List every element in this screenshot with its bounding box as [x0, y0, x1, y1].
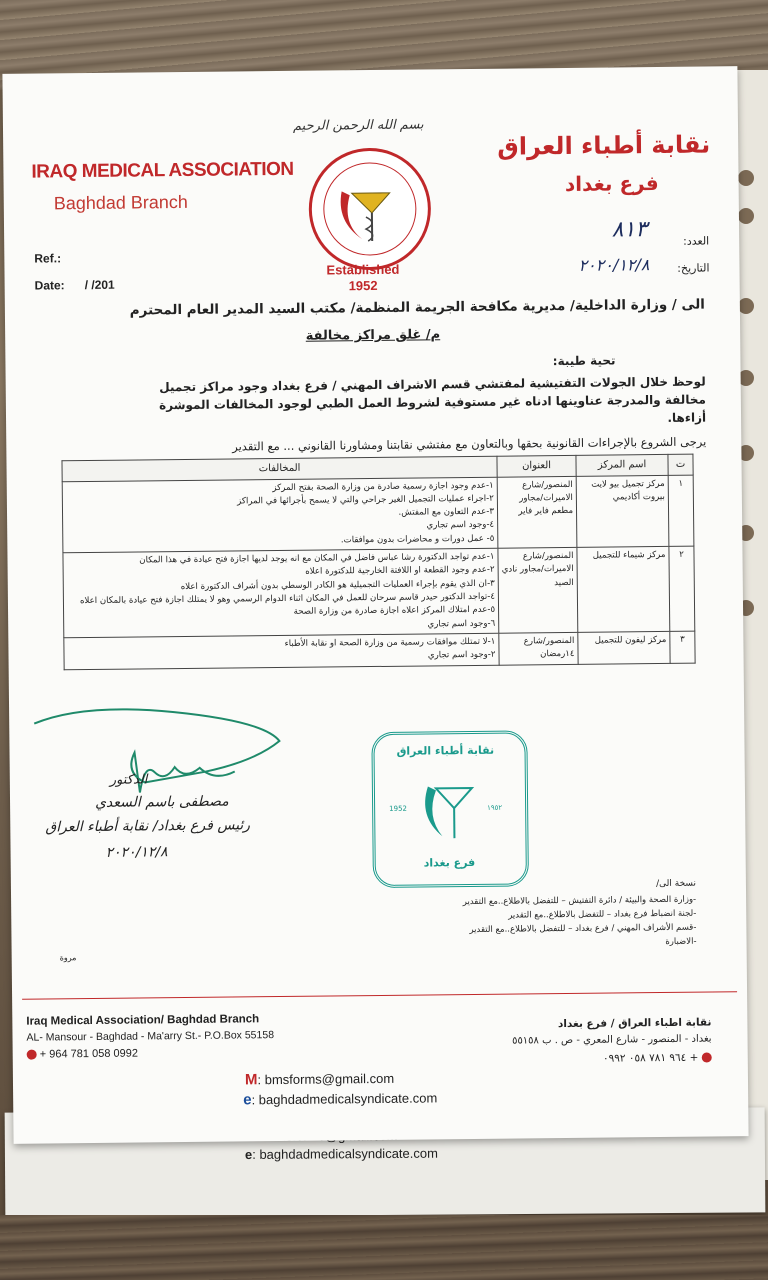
mail-icon: M — [244, 1071, 258, 1089]
association-logo — [308, 147, 431, 270]
greeting: تحية طيبة: — [552, 353, 616, 369]
copies-list — [316, 893, 697, 953]
number-value: ٨١٣ — [611, 217, 648, 243]
row-num: ٢ — [669, 546, 695, 631]
signatory-title: الدكتور — [109, 772, 148, 788]
row-violations: ١-عدم وجود اجازة رسمية صادرة من وزارة الصحة بفتح المركز ٢-اجراء عمليات التجميل الغير جراحي والتي لا يسمح بأجرائها في المراكز ٣-عدم التعاون مع المفتش. ٤-وجود اسم تجاري ٥- عمل دورات و محاضرات بدون موافقات. — [62, 477, 498, 553]
row-center: مركز شيماء للتجميل — [577, 546, 670, 632]
table-row — [62, 475, 694, 553]
copy-item: -لجنة انضباط فرع بغداد – للتفضل بالاطلاع..مع التقدير — [508, 908, 697, 921]
caduceus-cup-icon — [311, 150, 428, 267]
row-center: مركز تجميل بيو لايت بيروت أكاديمي — [576, 475, 669, 548]
footer-ar-address: بغداد - المنصور - شارع المعري - ص . ب ٥٥١٥٨ — [511, 1033, 712, 1047]
stamp-bottom-text: فرع بغداد — [423, 855, 476, 870]
row-violations: ١-عدم تواجد الدكتورة رشا عباس فاضل في المكان مع انه يوجد لديها اجازة فتح عيادة في هذا المكان ٢-عدم وجود القطعة او اللافتة الخارجية للدكتورة اعلاه ٣-ان الذي يقوم بإجراء العمليات التجميلية هو الكادر الوسطي بدون أشراف الدكتورة اعلاه ٤-تواجد الدكتور حيدر قاسم سرحان للعمل في المكان اثناء الدوام الرسمي وهو لا يمتلك اجازة فتح عيادة بالمكان اعلاه ٥-عدم امتلاك المركز اعلاه اجازة صادرة من وزارة الصحة ٦-وجود اسم تجاري — [63, 548, 499, 637]
row-num: ٣ — [670, 631, 695, 663]
row-center: مركز ليفون للتجميل — [578, 631, 670, 664]
basmala: بسم الله الرحمن الرحيم — [292, 117, 424, 134]
body-text: لوحظ خلال الجولات التفتيشية لمفتشي قسم الاشراف المهني / فرع بغداد وجود مراكز تجميل مخالفة والمدرجة عناوينها ادناه غير مستوفية لشروط العمل الطبي لوجود المخالفات الموشرة أزاءها. — [159, 374, 707, 425]
ref-label: Ref.: — [34, 251, 62, 266]
table-row — [64, 631, 695, 669]
stamp-year-right: ١٩٥٢ — [487, 803, 503, 812]
branch-name-en: Baghdad Branch — [53, 191, 188, 214]
established-year: 1952 — [348, 277, 378, 294]
branch-name-ar: فرع بغداد — [564, 171, 659, 196]
letter-page — [2, 66, 748, 1144]
stamp-year-left: 1952 — [389, 804, 408, 813]
row-address: المنصور/شارع الاميرات/مجاور مطعم فاير فاير — [497, 476, 577, 548]
header-address: العنوان — [497, 455, 576, 476]
established-label: Established — [326, 261, 400, 278]
signature-date: ٢٠٢٠/١٢/٨ — [105, 844, 168, 861]
footer-en-address: AL- Mansour - Baghdad - Ma'arry St.- P.O.Box 55158 — [26, 1029, 275, 1044]
subject: م/ غلق مراكز مخالفة — [305, 327, 441, 344]
number-label: العدد: — [683, 234, 710, 248]
footer-en-name: Iraq Medical Association/ Baghdad Branch — [26, 1013, 260, 1028]
signatory-name: مصطفى باسم السعدي — [94, 793, 229, 811]
punch-hole — [738, 298, 754, 314]
copy-item: -وزارة الصحة والبيئة / دائرة التفتيش – للتفضل بالاطلاع..مع التقدير — [462, 894, 697, 908]
footer-website: e: baghdadmedicalsyndicate.com — [243, 1090, 438, 1109]
violations-table — [61, 454, 695, 670]
org-name-en: IRAQ MEDICAL ASSOCIATION — [31, 158, 294, 183]
header-num: ت — [668, 454, 693, 475]
footer-divider — [22, 991, 737, 999]
copy-item: -الاضبارة — [665, 936, 697, 947]
header-violations: المخالفات — [62, 456, 497, 481]
date-label-ar: التاريخ: — [677, 261, 710, 275]
punch-hole — [738, 208, 754, 224]
copy-item: -قسم الأشراف المهني / فرع بغداد – للتفضل بالاطلاع..مع التقدير — [469, 922, 697, 936]
signatory-role: رئيس فرع بغداد/ نقابة أطباء العراق — [45, 817, 251, 836]
wood-surface-bottom — [0, 1215, 768, 1280]
stamp-emblem-icon — [410, 766, 491, 847]
phone-icon — [702, 1053, 712, 1063]
date-value-ar: ٢٠٢٠/١٢/٨ — [578, 255, 650, 275]
table-row — [63, 546, 695, 637]
official-stamp — [371, 730, 529, 888]
under-website: e: baghdadmedicalsyndicate.com — [244, 1145, 438, 1162]
row-address: المنصور/شارع الاميرات/مجاور نادي الصيد — [498, 547, 578, 633]
row-num: ١ — [668, 475, 694, 547]
web-icon: e — [243, 1091, 252, 1109]
stamp-top-text: نقابة أطباء العراق — [396, 743, 495, 758]
punch-hole — [738, 170, 754, 186]
footer-en-phone: + 964 781 058 0992 — [27, 1048, 138, 1061]
row-violations: ١-لا تمتلك موافقات رسمية من وزارة الصحة او نقابة الأطباء ٢-وجود اسم تجاري — [64, 633, 499, 669]
header-center: اسم المركز — [576, 454, 668, 475]
footer-ar-name: نقابة اطباء العراق / فرع بغداد — [557, 1016, 712, 1031]
footer-ar-phone: + ٩٦٤ ٧٨١ ٠٥٨ ٠٩٩٢ — [603, 1052, 712, 1065]
org-name-ar: نقابة أطباء العراق — [497, 130, 711, 161]
addressee: الى / وزارة الداخلية/ مديرية مكافحة الجريمة المنظمة/ مكتب السيد المدير العام المحترم — [129, 296, 705, 319]
phone-icon — [27, 1050, 37, 1060]
request-text: يرجى الشروع بالإجراءات القانونية بحقها وبالتعاون مع مفتشي نقابتنا ومشاورنا القانوني ... مع التقدير — [232, 434, 707, 454]
footer-email: M: bmsforms@gmail.com — [244, 1070, 395, 1089]
copies-heading: نسخة الى/ — [656, 878, 696, 890]
date-label-en: Date: / /201 — [34, 277, 115, 293]
row-address: المنصور/شارع ١٤رمضان — [499, 632, 578, 664]
typist-initials: مروة — [59, 953, 77, 963]
